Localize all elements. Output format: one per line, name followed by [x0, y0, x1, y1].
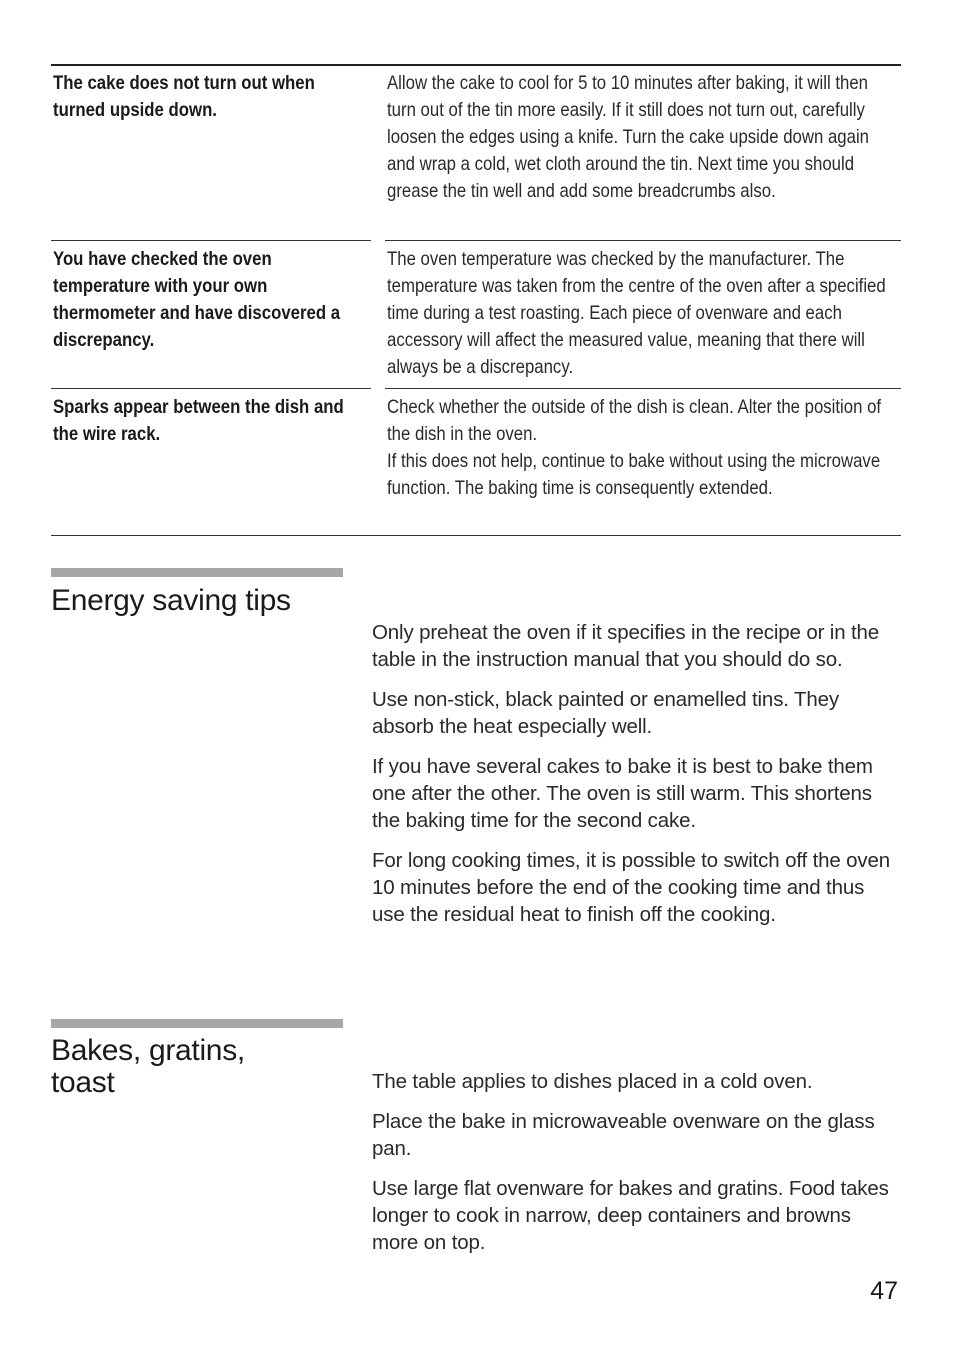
- page-number: 47: [870, 1277, 898, 1305]
- remedy-paragraph: Check whether the outside of the dish is clean. Alter the position of the dish in the oven.: [387, 396, 882, 445]
- problem-text: You have checked the oven temperature with your own thermometer and have discovered a discrepancy.: [53, 248, 341, 351]
- body-paragraph: If you have several cakes to bake it is best to bake them one after the other. The oven is still warm. This shortens the baking time for the second cake.: [372, 755, 873, 832]
- row-divider: [51, 388, 371, 389]
- title-line: Bakes, gratins,: [51, 1034, 245, 1067]
- table-bottom-rule: [51, 535, 901, 536]
- body-paragraph: For long cooking times, it is possible to switch off the oven 10 minutes before the end of the cooking time and thus use the residual heat to finish off the cooking.: [372, 849, 891, 926]
- row-divider: [51, 240, 371, 241]
- bakes-body: [372, 1068, 900, 1269]
- section-bar: [51, 568, 343, 577]
- section-bar: [51, 1019, 343, 1028]
- row-divider: [385, 240, 901, 241]
- table-top-rule: [51, 64, 901, 66]
- remedy-paragraph: The oven temperature was checked by the manufacturer. The temperature was taken from the centre of the oven after a specified time during a test roasting. Each piece of ovenware and each accessory will affect the measured value, meaning that there will always be a discrepancy.: [387, 248, 886, 378]
- remedy-text: [387, 394, 896, 502]
- body-paragraph: Use non-stick, black painted or enamelled tins. They absorb the heat especially well.: [372, 688, 839, 738]
- remedy-paragraph: Allow the cake to cool for 5 to 10 minutes after baking, it will then turn out of the tin more easily. If it still does not turn out, carefully loosen the edges using a knife. Turn the cake upside down again and wrap a cold, wet cloth around the tin. Next time you should grease the tin well and add some breadcrumbs also.: [387, 72, 870, 202]
- body-paragraph: Only preheat the oven if it specifies in the recipe or in the table in the instruction manual that you should do so.: [372, 621, 880, 671]
- row-divider: [385, 388, 901, 389]
- section-title-bakes: [51, 1035, 351, 1099]
- section-title-energy: Energy saving tips: [51, 584, 291, 617]
- energy-saving-body: [372, 619, 900, 941]
- body-paragraph: Use large flat ovenware for bakes and gratins. Food takes longer to cook in narrow, deep containers and browns more on top.: [372, 1177, 889, 1254]
- remedy-text: [387, 70, 896, 205]
- body-paragraph: The table applies to dishes placed in a cold oven.: [372, 1070, 813, 1093]
- problem-text: The cake does not turn out when turned upside down.: [53, 72, 315, 121]
- remedy-paragraph: If this does not help, continue to bake without using the microwave function. The baking time is consequently extended.: [387, 450, 881, 499]
- body-paragraph: Place the bake in microwaveable ovenware on the glass pan.: [372, 1110, 875, 1160]
- remedy-text: [387, 246, 896, 381]
- title-line: toast: [51, 1066, 115, 1099]
- problem-text: Sparks appear between the dish and the wire rack.: [53, 396, 344, 445]
